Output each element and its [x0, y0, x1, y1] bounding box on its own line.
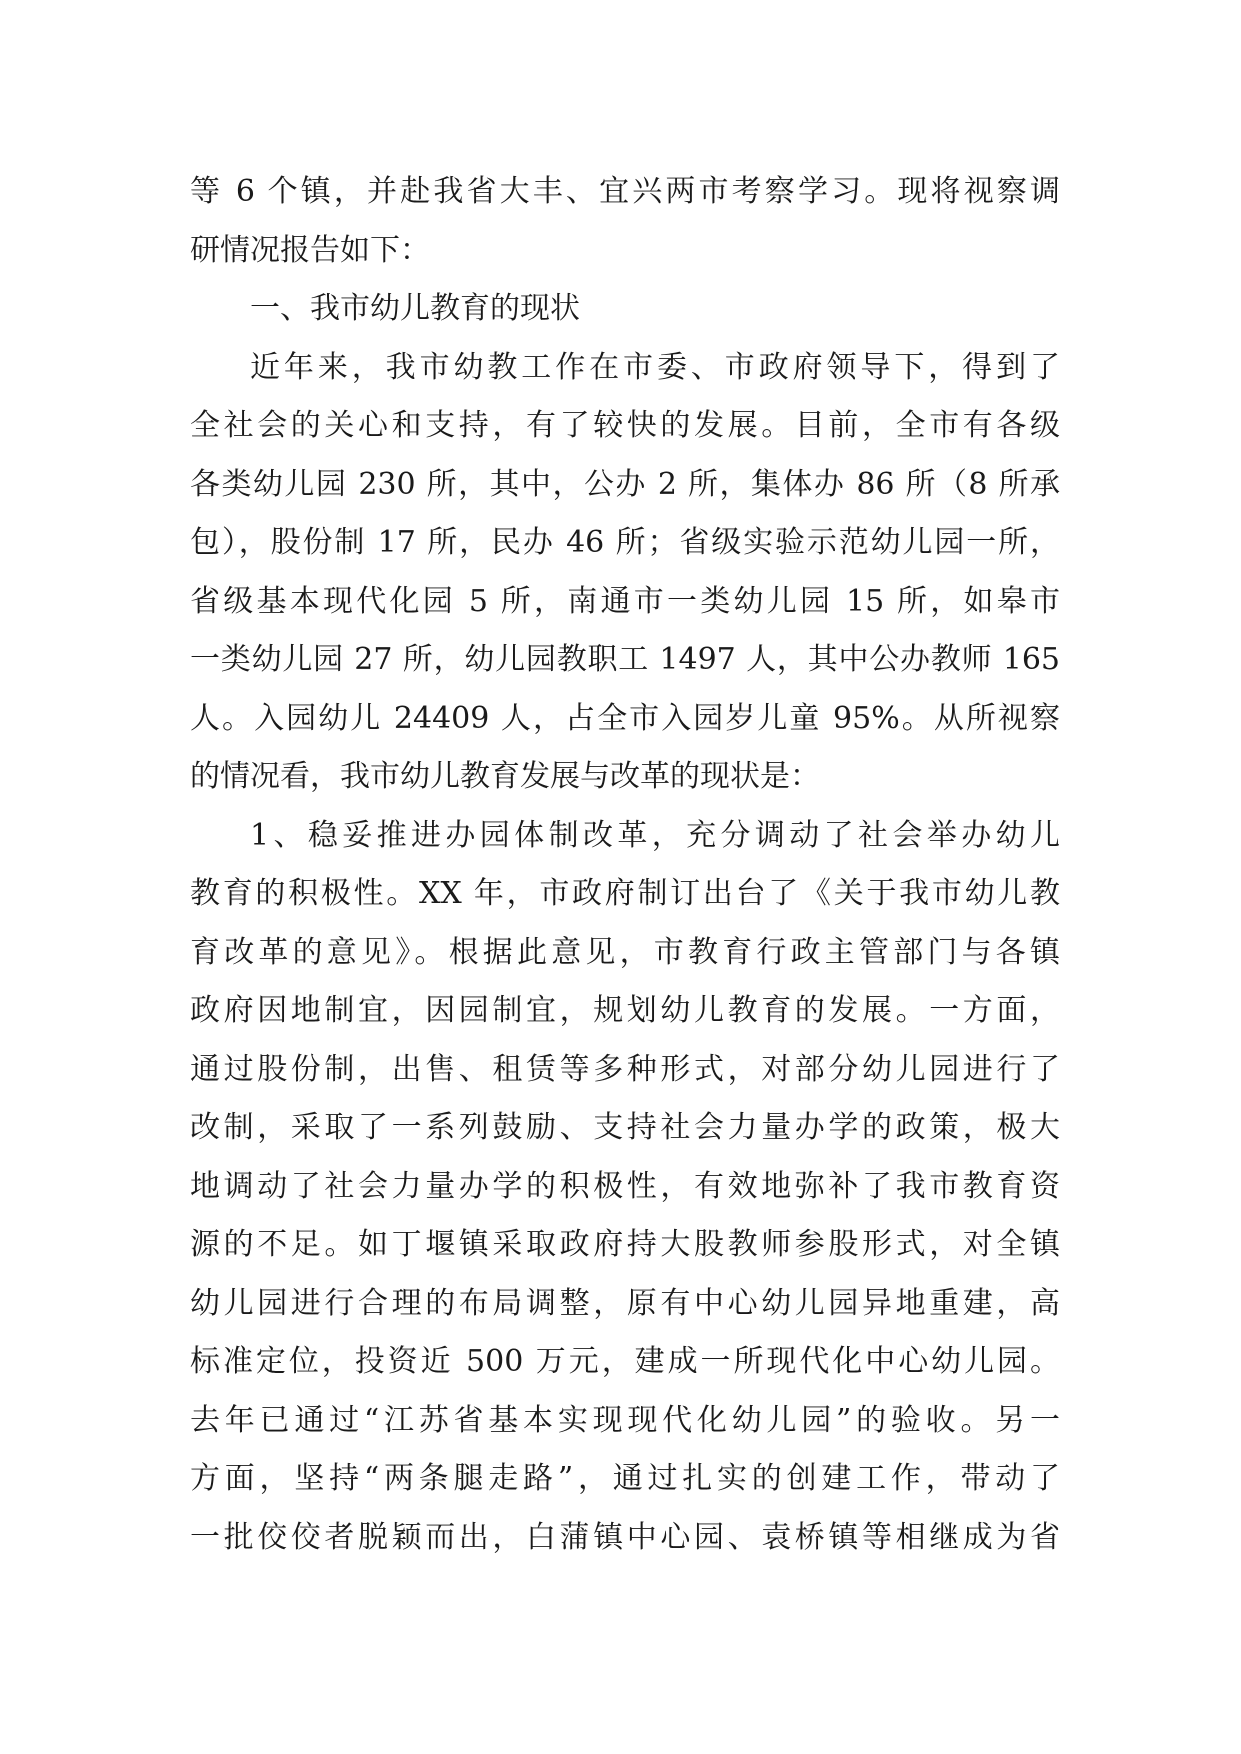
document-line: 全社会的关心和支持，有了较快的发展。目前，全市有各级: [190, 408, 1060, 443]
document-line: 标准定位，投资近 500 万元，建成一所现代化中心幼儿园。: [190, 1344, 1060, 1379]
document-line: 育改革的意见》。根据此意见，市教育行政主管部门与各镇: [190, 934, 1060, 970]
document-line: 人。入园幼儿 24409 人，占全市入园岁儿童 95%。从所视察: [190, 700, 1060, 736]
document-line: 近年来，我市幼教工作在市委、市政府领导下，得到了: [250, 349, 1060, 385]
document-line: 省级基本现代化园 5 所，南通市一类幼儿园 15 所，如皋市: [190, 583, 1060, 619]
document-line: 通过股份制，出售、租赁等多种形式，对部分幼儿园进行了: [190, 1051, 1060, 1087]
document-line: 一类幼儿园 27 所，幼儿园教职工 1497 人，其中公办教师 165: [190, 642, 1060, 677]
document-line: 教育的积极性。XX 年，市政府制订出台了《关于我市幼儿教: [190, 876, 1060, 911]
document-body: [190, 163, 1060, 1567]
document-line: 一批佼佼者脱颖而出，白蒲镇中心园、袁桥镇等相继成为省: [190, 1519, 1060, 1555]
document-line: 去年已通过“江苏省基本实现现代化幼儿园”的验收。另一: [190, 1402, 1060, 1438]
document-line: 研情况报告如下：: [190, 232, 430, 268]
document-line: 改制，采取了一系列鼓励、支持社会力量办学的政策，极大: [190, 1110, 1060, 1145]
document-line: 幼儿园进行合理的布局调整，原有中心幼儿园异地重建，高: [190, 1285, 1060, 1321]
document-line: 各类幼儿园 230 所，其中，公办 2 所，集体办 86 所（8 所承: [190, 466, 1060, 502]
document-line: 方面，坚持“两条腿走路”，通过扎实的创建工作，带动了: [190, 1461, 1060, 1496]
document-line: 的情况看，我市幼儿教育发展与改革的现状是：: [190, 759, 820, 794]
document-line: 等 6 个镇，并赴我省大丰、宜兴两市考察学习。现将视察调: [190, 174, 1060, 209]
document-line: 1、稳妥推进办园体制改革，充分调动了社会举办幼儿: [250, 817, 1060, 853]
document-line: 源的不足。如丁堰镇采取政府持大股教师参股形式，对全镇: [190, 1227, 1060, 1262]
document-line: 地调动了社会力量办学的积极性，有效地弥补了我市教育资: [190, 1168, 1060, 1204]
document-line: 政府因地制宜，因园制宜，规划幼儿教育的发展。一方面，: [190, 993, 1060, 1028]
document-line: 一、我市幼儿教育的现状: [250, 291, 580, 326]
document-line: 包），股份制 17 所，民办 46 所；省级实验示范幼儿园一所，: [190, 525, 1060, 560]
